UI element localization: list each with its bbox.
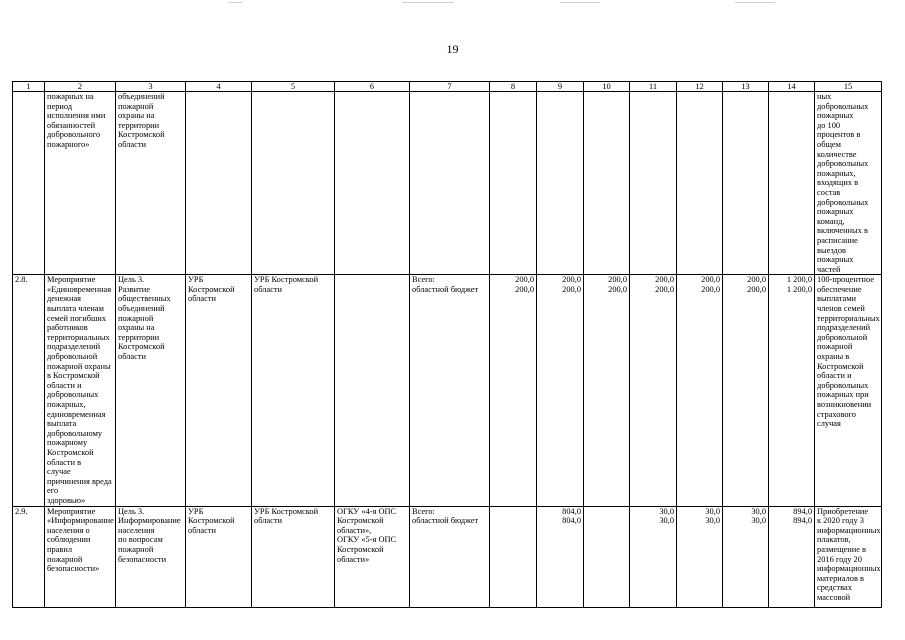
funding-budget-label: областной бюджет (412, 284, 479, 294)
value-cell: 200,0 200,0 (677, 275, 723, 506)
col-number: 15 (815, 82, 882, 92)
col-number: 11 (630, 82, 677, 92)
col-number: 4 (186, 82, 252, 92)
col-number: 1 (13, 82, 45, 92)
table-row (13, 275, 882, 506)
value-cell: 200,0 200,0 (490, 275, 537, 506)
table-row (13, 92, 882, 275)
column-number-row (13, 82, 882, 92)
value-cell: 30,0 30,0 (723, 506, 769, 607)
value-cell: 200,0 200,0 (584, 275, 630, 506)
goal-cell: Цель 3. Информирование населения по вопросам пожарной безопасности (116, 506, 186, 607)
value-cell (584, 92, 630, 275)
funding-total-label: Всего: (412, 506, 435, 516)
scan-artifact-3 (560, 2, 600, 3)
row-number (13, 92, 45, 275)
measure-cell: пожарных на период исполнения ими обязанностей добровольного пожарного» (45, 92, 116, 275)
funding-source-cell (410, 275, 490, 506)
result-cell: Приобретение к 2020 году 3 информационных плакатов, размещение в 2016 году 20 информационных материалов в средствах массовой (815, 506, 882, 607)
value-cell (769, 92, 815, 275)
participant-cell (335, 275, 410, 506)
funding-source-cell (410, 92, 490, 275)
measure-cell: Мероприятие «Информирование населения о соблюдении правил пожарной безопасности» (45, 506, 116, 607)
funding-budget-label: областной бюджет (412, 516, 479, 526)
scan-artifact-2 (402, 2, 454, 3)
scan-artifact-1 (228, 2, 242, 3)
measure-cell: Мероприятие «Единовременная денежная выплата членам семей погибших работников территориальных подразделений добровольной пожарной охраны в Костромской области и добровольных пожарных, единовременная выплата добровольному пожарному Костромской области в случае причинения вреда его здоровью» (45, 275, 116, 506)
value-cell: 1 200,0 1 200,0 (769, 275, 815, 506)
page-number: 19 (446, 42, 459, 56)
col-number: 2 (45, 82, 116, 92)
col-number: 13 (723, 82, 769, 92)
executor-cell (252, 92, 335, 275)
executor-cell: УРБ Костромской области (252, 506, 335, 607)
coexecutor-cell: УРБ Костромской области (186, 275, 252, 506)
coexecutor-cell: УРБ Костромской области (186, 506, 252, 607)
value-cell (537, 92, 584, 275)
value-cell: 30,0 30,0 (630, 506, 677, 607)
funding-source-cell (410, 506, 490, 607)
col-number: 7 (410, 82, 490, 92)
coexecutor-cell (186, 92, 252, 275)
value-cell: 894,0 894,0 (769, 506, 815, 607)
value-cell (630, 92, 677, 275)
value-cell: 200,0 200,0 (630, 275, 677, 506)
goal-cell: объединений пожарной охраны на территории Костромской области (116, 92, 186, 275)
scan-artifact-4 (735, 2, 775, 3)
value-cell (584, 506, 630, 607)
value-cell (490, 506, 537, 607)
value-cell: 804,0 804,0 (537, 506, 584, 607)
value-cell (490, 92, 537, 275)
col-number: 5 (252, 82, 335, 92)
col-number: 14 (769, 82, 815, 92)
result-cell: 100-процентное обеспечение выплатами членов семей территориальных подразделений добровольной пожарной охраны в Костромской области и добровольных пожарных при возникновении страхового случая (815, 275, 882, 506)
row-number: 2.8. (13, 275, 45, 506)
participant-cell: ОГКУ «4-я ОПС Костромской области», ОГКУ «5-я ОПС Костромской области» (335, 506, 410, 607)
participant-cell (335, 92, 410, 275)
col-number: 9 (537, 82, 584, 92)
funding-total-label: Всего: (412, 275, 435, 285)
col-number: 3 (116, 82, 186, 92)
row-number: 2.9. (13, 506, 45, 607)
value-cell: 200,0 200,0 (537, 275, 584, 506)
value-cell (677, 92, 723, 275)
program-table (12, 81, 882, 608)
goal-cell: Цель 3. Развитие общественных объединений пожарной охраны на территории Костромской области (116, 275, 186, 506)
executor-cell: УРБ Костромской области (252, 275, 335, 506)
result-cell: ных добровольных пожарных до 100 процентов в общем количестве добровольных пожарных, входящих в состав добровольных пожарных команд, включенных в расписание выездов пожарных частей (815, 92, 882, 275)
value-cell (723, 92, 769, 275)
col-number: 6 (335, 82, 410, 92)
col-number: 12 (677, 82, 723, 92)
table-row (13, 506, 882, 607)
col-number: 8 (490, 82, 537, 92)
value-cell: 30,0 30,0 (677, 506, 723, 607)
value-cell: 200,0 200,0 (723, 275, 769, 506)
col-number: 10 (584, 82, 630, 92)
